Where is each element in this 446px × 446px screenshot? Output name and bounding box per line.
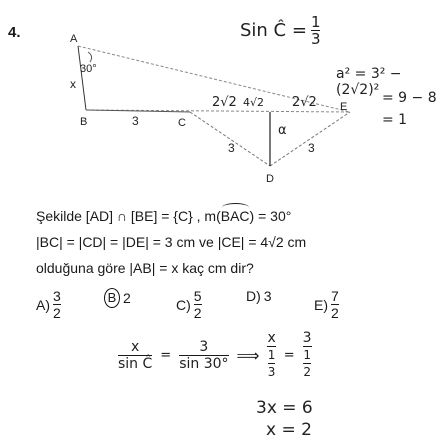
calc-line-3: = 1 [382,112,408,128]
alpha-label: α [278,123,287,138]
triangle-figure [0,0,446,200]
step-2: x = 2 [266,420,312,440]
sin-c-den: 3 [310,30,321,48]
option-e[interactable]: E) $\frac{7}{2}$ [314,288,339,321]
point-d-label: D [266,173,274,185]
arrow-icon: ⟹ [236,345,260,365]
point-b-label: B [80,116,88,128]
ce-part-2-label: 4√2 [243,96,265,109]
question-line-2: |BC| = |CD| = |DE| = 3 cm ve |CE| = 4√2 cm [36,234,307,250]
sine-law-equation: $\frac{x}{\text{sin Ĉ}}$ = $\frac{3}{\sin 30^\circ}$ ⟹ $\frac{x}{\frac{1}{3}}$ = $\frac{3}{\frac{1}{2}}$ [118,330,312,379]
option-c[interactable]: C) $\frac{5}{2}$ [176,288,202,321]
step-1: 3x = 6 [256,398,313,418]
calc-line-1: a² = 3² − (2√2)² [336,66,402,98]
option-d[interactable]: D) 3 [246,288,272,304]
option-a[interactable]: A) $\frac{3}{2}$ [36,288,61,321]
arc-bac: BAC [220,208,250,224]
calc-line-2: = 9 − 8 [382,90,437,106]
question-line-1: Şekilde [AD] ∩ [BE] = {C} , m(BAC) = 30° [36,208,292,224]
sin-c-note [240,14,320,47]
ce-part-3-label: 2√2 [292,95,317,110]
cd-length-label: 3 [228,141,235,155]
angle-30-label: 30° [80,63,97,75]
sin-c-num: 1 [310,13,321,31]
point-a-label: A [70,33,78,45]
point-e-label: E [340,101,348,113]
bc-length-label: 3 [132,114,139,128]
option-b[interactable]: B 2 [104,288,131,308]
question-line-3: olduğuna göre |AB| = x kaç cm dir? [36,260,254,276]
side-x-label: x [70,77,76,91]
ce-part-1-label: 2√2 [212,95,237,110]
de-length-label: 3 [308,141,315,155]
point-c-label: C [178,117,186,129]
sin-c-text: Sin Ĉ = [240,20,307,41]
option-b-selected-mark: B [104,288,120,308]
question-number: 4. [8,24,21,41]
